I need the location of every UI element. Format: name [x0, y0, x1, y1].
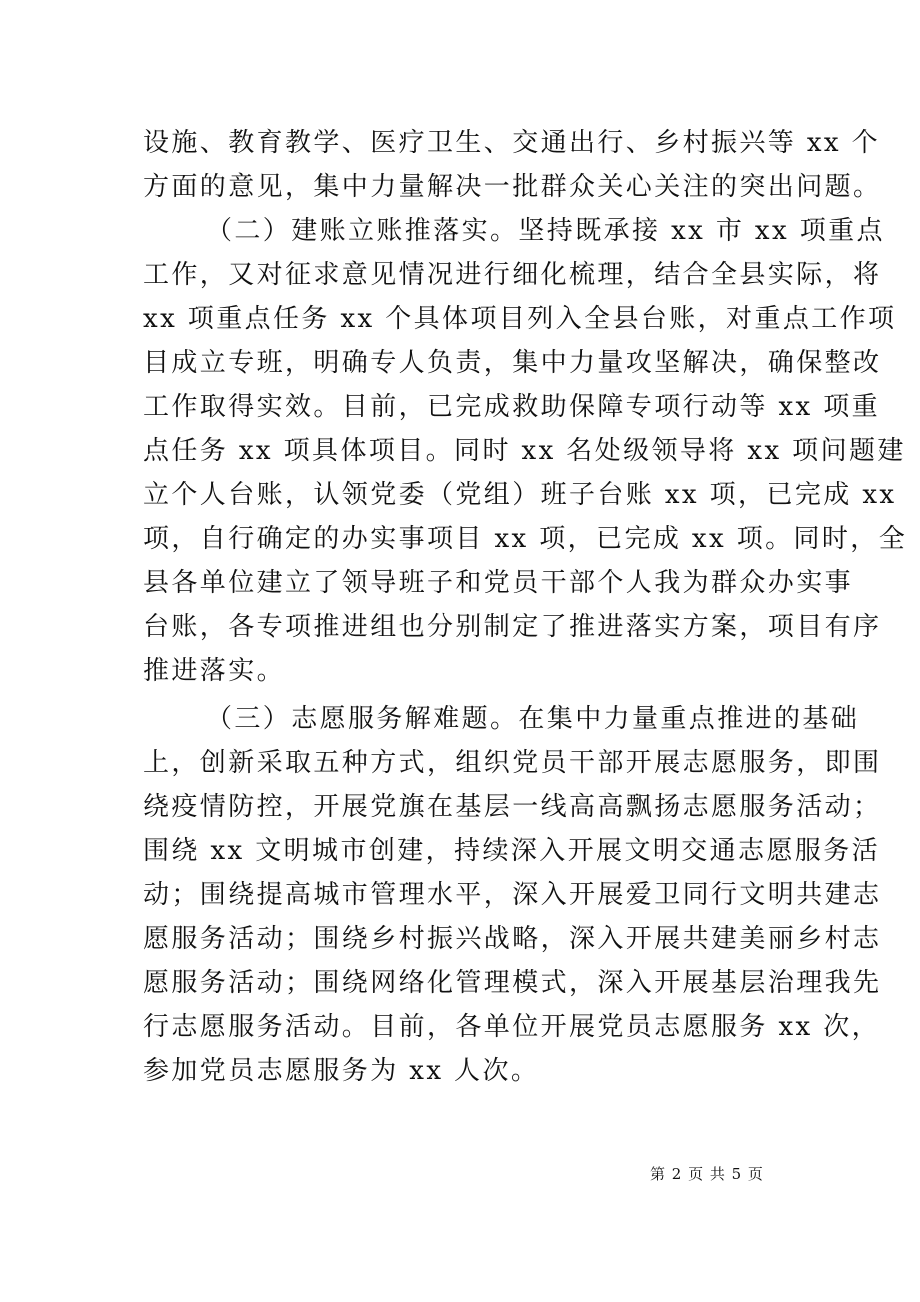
text-line: 动；围绕提高城市管理水平，深入开展爱卫同行文明共建志 — [143, 880, 882, 910]
text-line: 方面的意见，集中力量解决一批群众关心关注的突出问题。 — [143, 172, 882, 202]
text-line: 参加党员志愿服务为 xx 人次。 — [143, 1056, 540, 1086]
text-line: 县各单位建立了领导班子和党员干部个人我为群众办实事 — [143, 568, 854, 598]
text-line: 绕疫情防控，开展党旗在基层一线高高飘扬志愿服务活动； — [143, 792, 882, 822]
text-line: 工作，又对征求意见情况进行细化梳理，结合全县实际，将 — [143, 260, 882, 290]
text-line: 工作取得实效。目前，已完成救助保障专项行动等 xx 项重 — [143, 392, 881, 422]
text-line: 目成立专班，明确专人负责，集中力量攻坚解决，确保整改 — [143, 348, 882, 378]
text-line: 愿服务活动；围绕乡村振兴战略，深入开展共建美丽乡村志 — [143, 924, 882, 954]
text-line: 设施、教育教学、医疗卫生、交通出行、乡村振兴等 xx 个 — [143, 128, 881, 158]
page-number: 第 2 页 共 5 页 — [650, 1165, 764, 1183]
text-line: 点任务 xx 项具体项目。同时 xx 名处级领导将 xx 项问题建 — [143, 436, 906, 466]
text-line: 愿服务活动；围绕网络化管理模式，深入开展基层治理我先 — [143, 968, 882, 998]
text-line: 围绕 xx 文明城市创建，持续深入开展文明交通志愿服务活 — [143, 836, 881, 866]
text-line: 立个人台账，认领党委（党组）班子台账 xx 项，已完成 xx — [143, 480, 897, 510]
section-heading-line: （三）志愿服务解难题。在集中力量重点推进的基础 — [206, 704, 860, 734]
section-heading-line: （二）建账立账推落实。坚持既承接 xx 市 xx 项重点 — [206, 216, 885, 246]
text-line: xx 项重点任务 xx 个具体项目列入全县台账，对重点工作项 — [143, 304, 897, 334]
text-line: 行志愿服务活动。目前，各单位开展党员志愿服务 xx 次， — [143, 1012, 881, 1042]
text-line: 推进落实。 — [143, 656, 286, 686]
text-line: 项，自行确定的办实事项目 xx 项，已完成 xx 项。同时，全 — [143, 524, 908, 554]
text-line: 台账，各专项推进组也分别制定了推进落实方案，项目有序 — [143, 612, 882, 642]
text-line: 上，创新采取五种方式，组织党员干部开展志愿服务，即围 — [143, 748, 882, 778]
